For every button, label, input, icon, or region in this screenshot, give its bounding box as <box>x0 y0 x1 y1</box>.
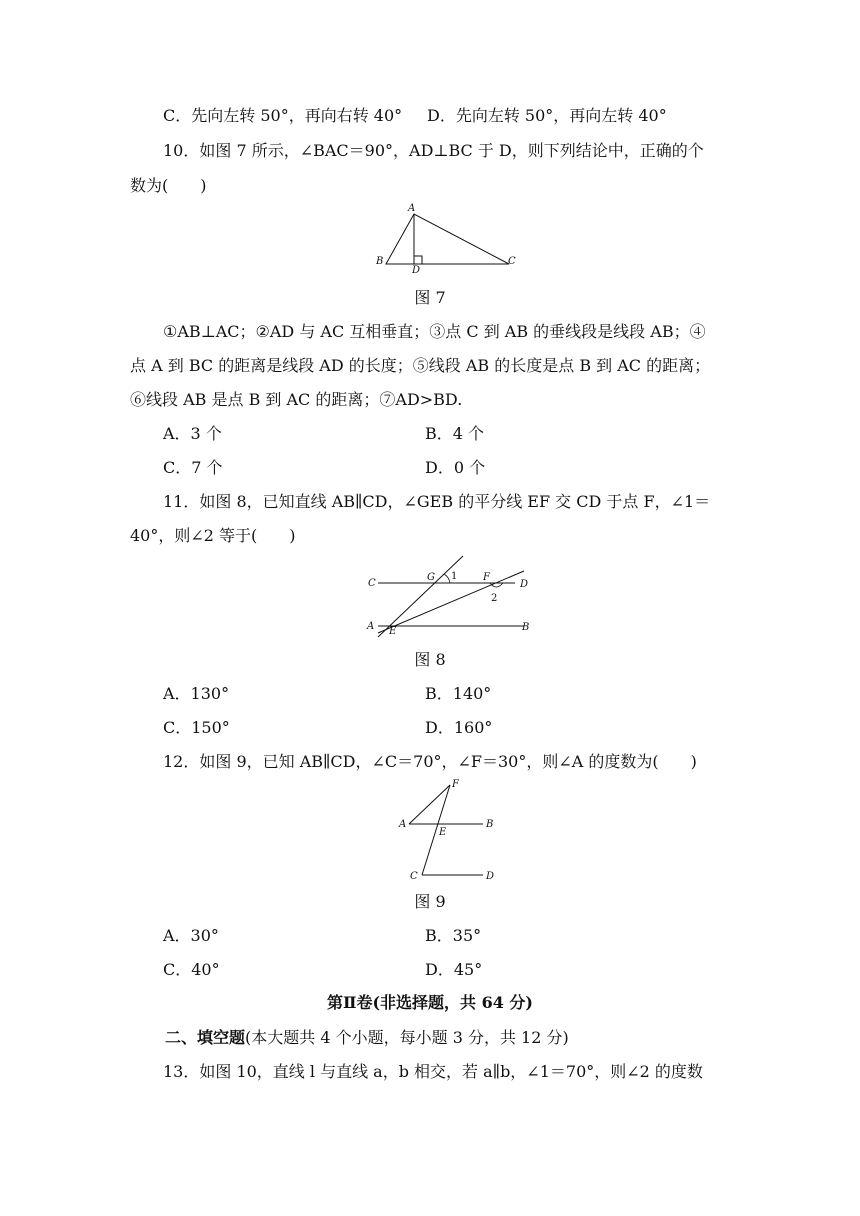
fig7-label-c: C <box>508 256 516 267</box>
section2-heading: 二、填空题 <box>165 1028 246 1047</box>
q10-option-c: C．7 个 <box>163 458 223 477</box>
q10-stem-line1: 10．如图 7 所示，∠BAC＝90°，AD⊥BC 于 D，则下列结论中，正确的个 <box>163 141 704 160</box>
figure-9 <box>392 778 502 884</box>
q10-statements-line3: ⑥线段 AB 是点 B 到 AC 的距离；⑦AD>BD. <box>130 390 463 409</box>
q10-statements-line2: 点 A 到 BC 的距离是线段 AD 的长度；⑤线段 AB 的长度是点 B 到 AC 的距离； <box>130 356 711 375</box>
q9-option-c: C．先向左转 50°，再向右转 40° <box>163 106 403 125</box>
part2-title: 第Ⅱ卷(非选择题，共 64 分) <box>326 993 534 1012</box>
fig8-label-f: F <box>483 572 490 583</box>
section2-note: (本大题共 4 个小题，每小题 3 分，共 12 分) <box>245 1028 569 1047</box>
q12-option-d: D．45° <box>425 960 483 979</box>
q10-stem-line2: 数为( ) <box>130 176 207 195</box>
fig9-label-f: F <box>452 779 459 790</box>
fig8-label-b: B <box>522 622 530 633</box>
q9-option-d: D．先向左转 50°，再向左转 40° <box>427 106 667 125</box>
q11-stem-line2: 40°，则∠2 等于( ) <box>130 526 296 545</box>
q11-option-c: C．150° <box>163 718 230 737</box>
section2-heading-line <box>165 1028 569 1048</box>
fig9-label-e: E <box>439 827 447 838</box>
fig7-label-d: D <box>412 265 421 276</box>
fig9-label-c: C <box>410 871 418 882</box>
fig8-label-g: G <box>427 572 435 583</box>
q12-option-a: A．30° <box>163 926 219 945</box>
q10-statements-line1: ①AB⊥AC；②AD 与 AC 互相垂直；③点 C 到 AB 的垂线段是线段 AB；④ <box>163 322 706 341</box>
figure-9-caption: 图 9 <box>414 892 446 911</box>
fig7-label-a: A <box>408 203 416 214</box>
figure-8-caption: 图 8 <box>414 650 446 669</box>
figure-8 <box>362 551 542 643</box>
q10-option-b: B．4 个 <box>425 424 485 443</box>
q11-stem-line1: 11．如图 8，已知直线 AB∥CD，∠GEB 的平分线 EF 交 CD 于点 F，∠1＝ <box>163 492 711 511</box>
fig8-label-a: A <box>367 621 375 632</box>
fig8-label-c: C <box>368 578 376 589</box>
fig8-label-1: 1 <box>451 571 458 582</box>
q10-option-d: D．0 个 <box>425 458 486 477</box>
q11-option-b: B．140° <box>425 684 492 703</box>
fig9-label-b: B <box>486 819 494 830</box>
figure-7 <box>372 201 522 276</box>
fig8-label-e: E <box>389 626 397 637</box>
figure-7-caption: 图 7 <box>414 288 446 307</box>
q12-option-c: C．40° <box>163 960 220 979</box>
fig8-label-d: D <box>520 579 529 590</box>
fig9-label-a: A <box>399 819 407 830</box>
q12-stem-line1: 12．如图 9，已知 AB∥CD，∠C＝70°，∠F＝30°，则∠A 的度数为( ) <box>163 752 697 771</box>
q10-option-a: A．3 个 <box>163 424 222 443</box>
q13-stem-line1: 13．如图 10，直线 l 与直线 a，b 相交，若 a∥b，∠1＝70°，则∠2 的度数 <box>163 1062 703 1081</box>
q11-option-d: D．160° <box>425 718 493 737</box>
fig7-label-b: B <box>376 256 384 267</box>
fig8-label-2: 2 <box>491 593 498 604</box>
fig9-label-d: D <box>486 871 495 882</box>
q11-option-a: A．130° <box>163 684 230 703</box>
q12-option-b: B．35° <box>425 926 482 945</box>
